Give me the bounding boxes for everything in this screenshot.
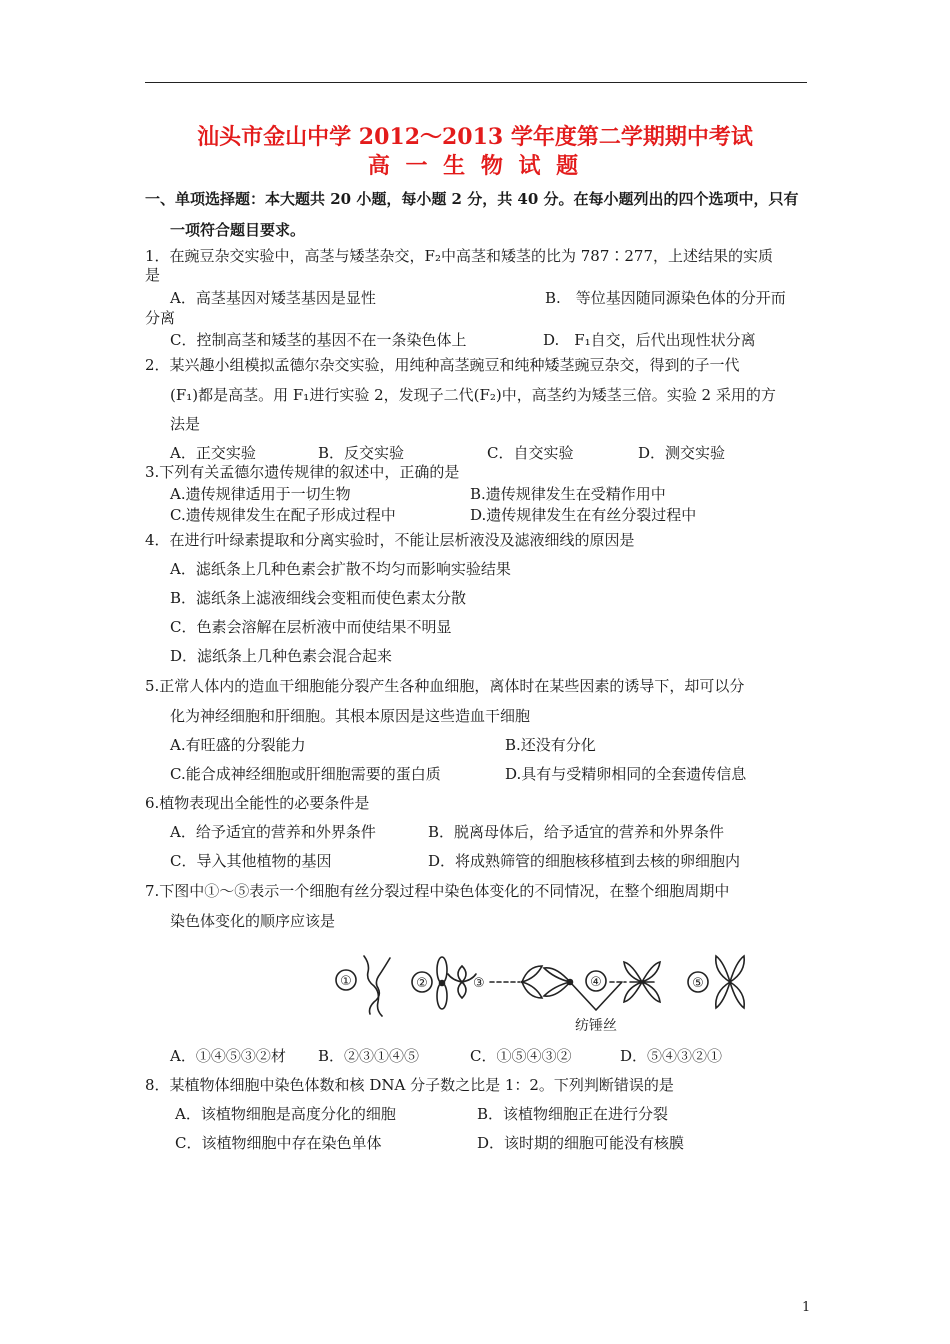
q3-option-c: C.遗传规律发生在配子形成过程中 — [170, 506, 396, 524]
q4-option-c: C．色素会溶解在层析液中而使结果不明显 — [170, 618, 452, 636]
spindle-label: 纺锤丝 — [575, 1018, 617, 1034]
label-1: ① — [340, 974, 352, 989]
label-5: ⑤ — [692, 976, 704, 991]
chromosome-1 — [364, 956, 390, 1016]
q3-option-d: D.遗传规律发生在有丝分裂过程中 — [470, 506, 697, 524]
exam-title: 汕头市金山中学 2012～2013 学年度第二学期期中考试 — [197, 124, 753, 150]
chromosome-4-right — [624, 962, 660, 1002]
q8-option-b: B．该植物细胞正在进行分裂 — [477, 1105, 669, 1123]
q1-option-a: A．高茎基因对矮茎基因是显性 — [170, 289, 376, 307]
exam-subtitle: 高 一 生 物 试 题 — [367, 153, 583, 179]
q7-option-a: A．①④⑤③②材 — [170, 1047, 286, 1065]
q2-stem: 2．某兴趣小组模拟孟德尔杂交实验，用纯种高茎豌豆和纯种矮茎豌豆杂交，得到的子一代 — [145, 356, 740, 374]
chromosome-2 — [437, 957, 447, 1009]
chromosome-figure — [330, 948, 750, 1034]
q8-option-d: D．该时期的细胞可能没有核膜 — [477, 1134, 685, 1152]
header-rule — [145, 82, 807, 83]
q8-stem: 8．某植物体细胞中染色体数和核 DNA 分子数之比是 1：2。下列判断错误的是 — [145, 1076, 674, 1094]
q5-option-b: B.还没有分化 — [505, 736, 596, 754]
label-2: ② — [416, 976, 428, 991]
chromosome-4-left — [544, 968, 573, 996]
q5-option-d: D.具有与受精卵相同的全套遗传信息 — [505, 765, 747, 783]
section-instructions-line1: 一、单项选择题：本大题共 20 小题，每小题 2 分，共 40 分。在每小题列出的四个选项中，只有 — [145, 190, 799, 208]
q7-option-b: B．②③①④⑤ — [318, 1047, 420, 1065]
q4-option-a: A．滤纸条上几种色素会扩散不均匀而影响实验结果 — [170, 560, 511, 578]
q5-option-a: A.有旺盛的分裂能力 — [170, 736, 306, 754]
q1-option-d: D. F₁自交，后代出现性状分离 — [543, 331, 756, 349]
q7-stem: 7.下图中①～⑤表示一个细胞有丝分裂过程中染色体变化的不同情况，在整个细胞周期中 — [145, 882, 730, 900]
q6-option-a: A．给予适宜的营养和外界条件 — [170, 823, 376, 841]
q2-option-d: D．测交实验 — [638, 444, 726, 462]
q2-option-b: B．反交实验 — [318, 444, 405, 462]
q1-stem: 1．在豌豆杂交实验中，高茎与矮茎杂交，F₂中高茎和矮茎的比为 787∶277，上述结果的实质 — [145, 247, 773, 265]
q5-stem-cont: 化为神经细胞和肝细胞。其根本原因是这些造血干细胞 — [170, 707, 531, 725]
q2-stem-cont2: 法是 — [170, 415, 201, 433]
q3-option-a: A.遗传规律适用于一切生物 — [170, 485, 351, 503]
q4-stem: 4．在进行叶绿素提取和分离实验时，不能让层析液没及滤液细线的原因是 — [145, 531, 635, 549]
q5-option-c: C.能合成神经细胞或肝细胞需要的蛋白质 — [170, 765, 441, 783]
label-3: ③ — [473, 976, 485, 991]
section-instructions-line2: 一项符合题目要求。 — [170, 221, 306, 239]
q2-option-c: C．自交实验 — [487, 444, 574, 462]
q8-option-c: C．该植物细胞中存在染色单体 — [175, 1134, 382, 1152]
label-4: ④ — [590, 975, 602, 990]
q1-stem-cont: 是 — [145, 266, 161, 284]
q3-stem: 3.下列有关孟德尔遗传规律的叙述中，正确的是 — [145, 463, 460, 481]
q1-option-c: C．控制高茎和矮茎的基因不在一条染色体上 — [170, 331, 467, 349]
q6-option-c: C．导入其他植物的基因 — [170, 852, 332, 870]
q3-option-b: B.遗传规律发生在受精作用中 — [470, 485, 666, 503]
chromosome-3 — [448, 966, 476, 998]
page-number: 1 — [802, 1300, 811, 1315]
q7-stem-cont: 染色体变化的顺序应该是 — [170, 912, 336, 930]
q5-stem: 5.正常人体内的造血干细胞能分裂产生各种血细胞，离体时在某些因素的诱导下，却可以分 — [145, 677, 745, 695]
q6-option-d: D．将成熟筛管的细胞核移植到去核的卵细胞内 — [428, 852, 741, 870]
q7-option-c: C．①⑤④③② — [470, 1047, 572, 1065]
q6-option-b: B．脱离母体后，给予适宜的营养和外界条件 — [428, 823, 725, 841]
chromosome-3b — [522, 966, 542, 998]
chromosome-5 — [716, 956, 744, 1008]
q1-option-b-cont: 分离 — [145, 309, 176, 327]
q6-stem: 6.植物表现出全能性的必要条件是 — [145, 794, 370, 812]
q2-option-a: A．正交实验 — [170, 444, 256, 462]
q8-option-a: A．该植物细胞是高度分化的细胞 — [175, 1105, 396, 1123]
q7-option-d: D．⑤④③②① — [620, 1047, 723, 1065]
q2-stem-cont: (F₁)都是高茎。用 F₁进行实验 2，发现子二代(F₂)中，高茎约为矮茎三倍。实验 2 采用的方 — [170, 386, 776, 404]
q4-option-d: D．滤纸条上几种色素会混合起来 — [170, 647, 393, 665]
q1-option-b: B. 等位基因随同源染色体的分开而 — [545, 289, 786, 307]
q4-option-b: B．滤纸条上滤液细线会变粗而使色素太分散 — [170, 589, 467, 607]
